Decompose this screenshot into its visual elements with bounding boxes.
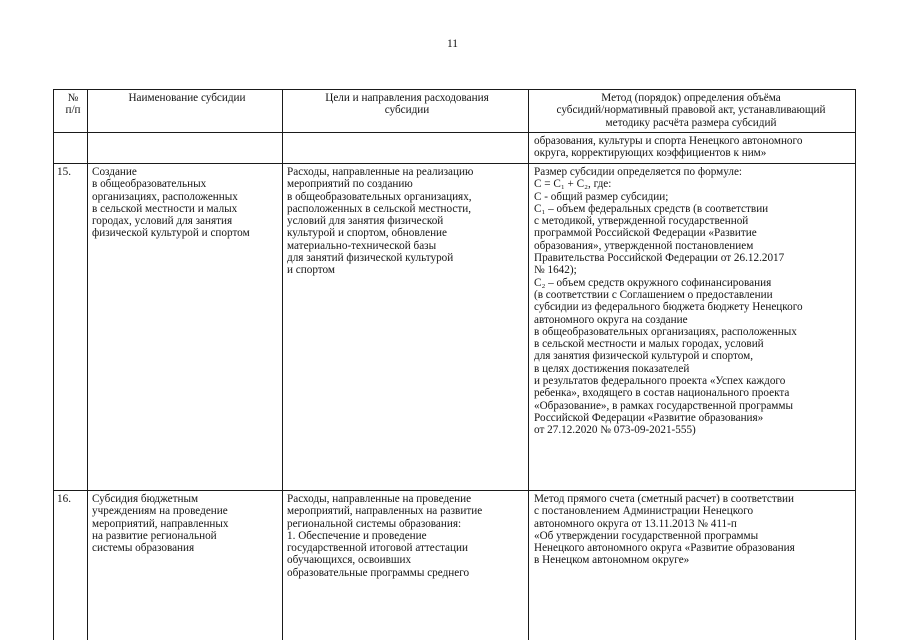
page-number: 11 bbox=[446, 38, 459, 50]
header-name: Наименование субсидии bbox=[128, 92, 246, 104]
row-16-name: Субсидия бюджетным учреждениям на проведение мероприятий, направленных на развитие региональной системы образования bbox=[92, 493, 229, 555]
row-16-num: 16. bbox=[57, 493, 71, 505]
row-16-method: Метод прямого счета (сметный расчет) в соответствии с постановлением Администрации Ненецкого автономного округа от 13.11.2013 № 411-п «Об утверждении государственной программы Ненецкого автономного округа «Развитие образования в Ненецком автономном округе» bbox=[534, 493, 795, 567]
row-15-goals: Расходы, направленные на реализацию мероприятий по созданию в общеобразовательных организациях, расположенных в сельской местности, условий для занятия физической культурой и спортом, обновление материально-технической базы для занятий физической культурой и спортом bbox=[287, 166, 474, 277]
row-15-method: Размер субсидии определяется по формуле: С = С₁ + С₂, где: С - общий размер субсидии; С₁ – объем федеральных средств (в соответствии с методикой, утвержденной государственной программой Российской Федерации «Развитие образования», утвержденной постановлением Правительства Российской Федерации от 26.12.2017 № 1642); С₂ – объем средств окружного софинансирования (в соответствии с Соглашением о предоставлении субсидии из федерального бюджета бюджету Ненецкого автономного округа на создание в общеобразовательных организациях, расположенных в сельской местности и малых городах, условий для занятия физической культурой и спортом, в целях достижения показателей и результатов федерального проекта «Успех каждого ребенка», входящего в состав национального проекта «Образование», в рамках государственной программы Российской Федерации «Развитие образования» от 27.12.2020 № 073-09-2021-555) bbox=[534, 166, 803, 437]
table-border-top bbox=[53, 89, 856, 90]
table-border-right bbox=[855, 89, 856, 640]
table-divider-row-15 bbox=[53, 490, 856, 491]
table-divider-col-2 bbox=[282, 89, 283, 640]
table-divider-col-3 bbox=[528, 89, 529, 640]
row-16-goals: Расходы, направленные на проведение мероприятий, направленных на развитие региональной системы образования: 1. Обеспечение и проведение государственной итоговой аттестации обучающихся, освоивших образовательные программы среднего bbox=[287, 493, 483, 579]
table-divider-header bbox=[53, 132, 856, 133]
header-goals: Цели и направления расходования субсидии bbox=[325, 92, 489, 117]
header-num: № п/п bbox=[65, 92, 81, 117]
row-15-num: 15. bbox=[57, 166, 71, 178]
header-method: Метод (порядок) определения объёма субсидий/нормативный правовой акт, устанавливающий методику расчёта размера субсидий bbox=[556, 92, 826, 129]
table-divider-continuation bbox=[53, 163, 856, 164]
table-border-left bbox=[53, 89, 54, 640]
row-15-name: Создание в общеобразовательных организациях, расположенных в сельской местности и малых городах, условий для занятия физической культурой и спортом bbox=[92, 166, 250, 240]
continuation-method: образования, культуры и спорта Ненецкого автономного округа, корректирующих коэффициентов к ним» bbox=[534, 135, 803, 160]
